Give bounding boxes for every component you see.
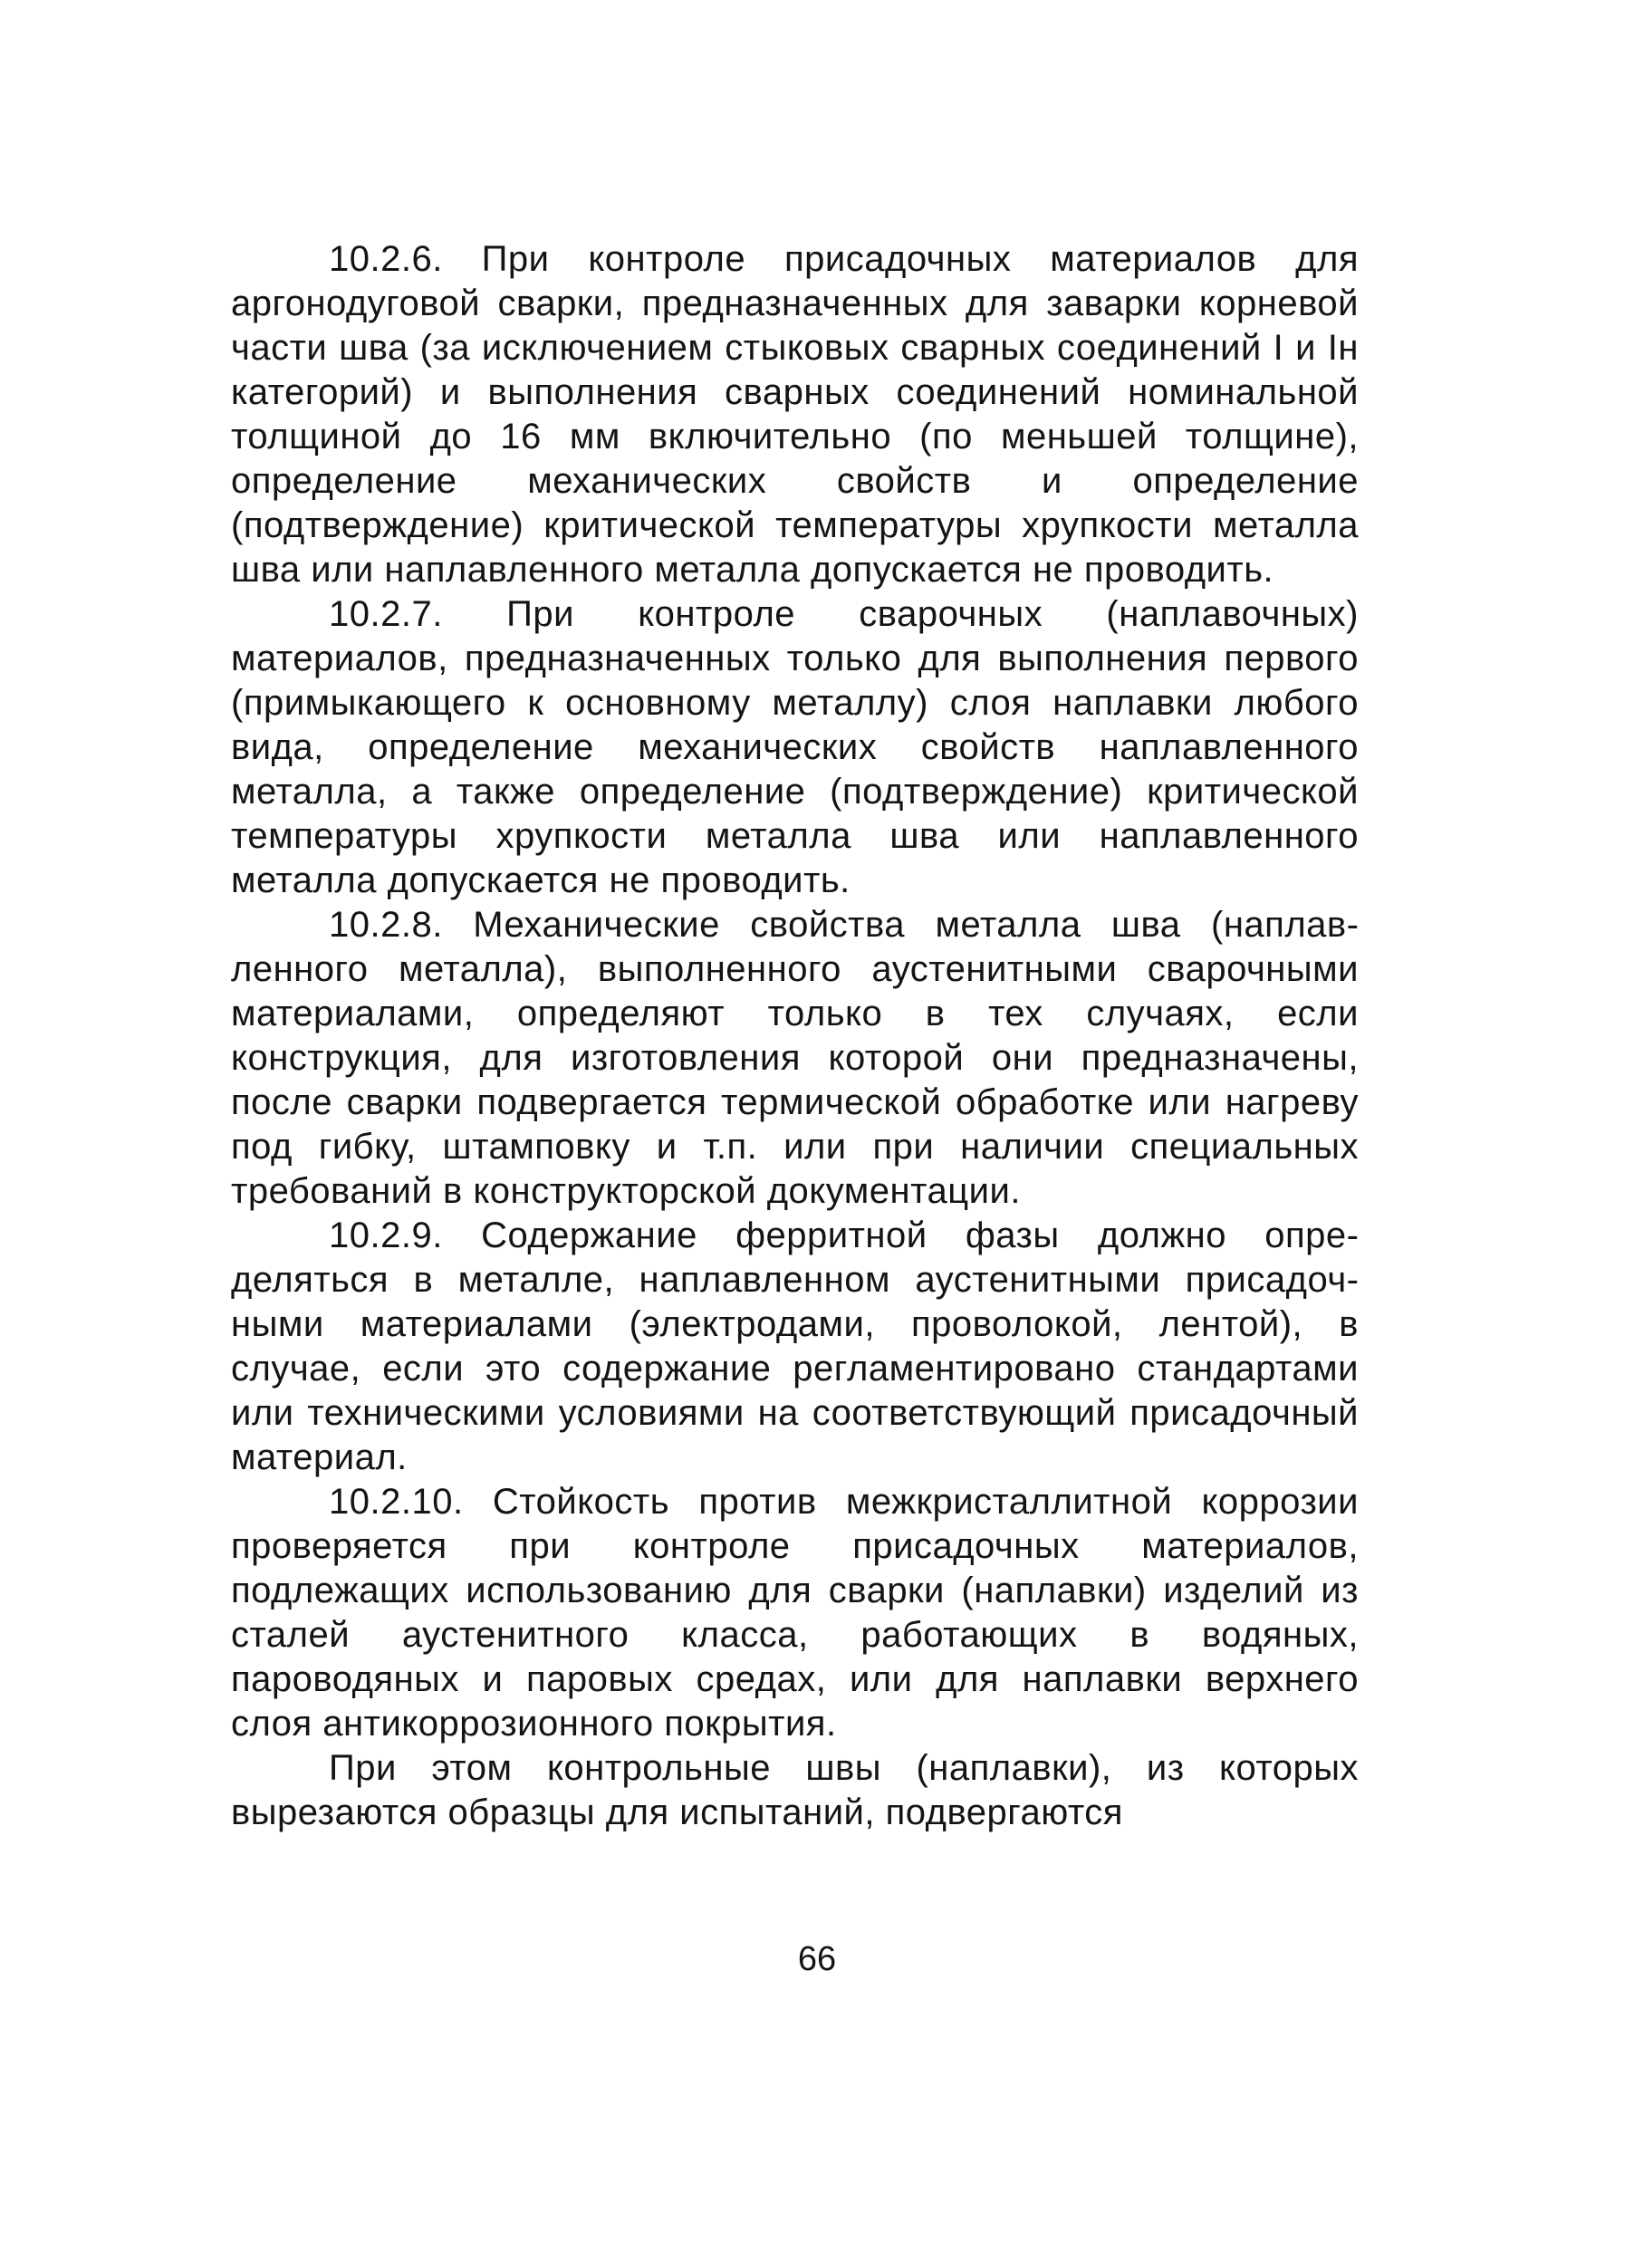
paragraph-10-2-6: 10.2.6. При контроле присадочных материалов для аргонодуговой сварки, предназначенных для заварки корневой части шва (за исключением стыковых сварных соединений I и Iн категорий) и выполнения сварных соединений номинальной толщиной до 16 мм включительно (по меньшей толщине), определение механических свойств и определение (подтверждение) критической температуры хрупкости металла шва или наплавленного металла допускается не проводить. <box>231 239 1359 590</box>
body-text <box>231 237 1359 1835</box>
paragraph-10-2-7: 10.2.7. При контроле сварочных (наплавочных) материалов, предназначенных только для выполнения первого (примыкающего к основному металлу) слоя наплавки любого вида, определение механических свойств наплавленного металла, а также определение (подтверждение) критической температуры хрупкости металла шва или наплавленного металла допускается не проводить. <box>231 594 1359 900</box>
paragraph-10-2-10: 10.2.10. Стойкость против межкристаллитной коррозии проверяется при контроле присадочных материалов, подлежащих использованию для сварки (наплавки) изделий из сталей аустенитного класса, работающих в водяных, пароводяных и паровых средах, или для наплавки верхнего слоя антикоррозионного покрытия. <box>231 1482 1359 1744</box>
paragraph-continuation: При этом контрольные швы (наплавки), из которых вырезаются образцы для испытаний, подвергаются <box>231 1748 1359 1832</box>
page-number: 66 <box>797 1940 837 1978</box>
paragraph-10-2-8: 10.2.8. Механические свойства металла шва (наплавленного металла), выполненного аустенитными сварочными материалами, определяют только в тех случаях, если конструкция, для изготовления которой они предназначены, после сварки подвергается термической обработке или нагреву под гибку, штамповку и т.п. или при наличии специальных требований в конструкторской документации. <box>231 905 1359 1211</box>
paragraph-10-2-9: 10.2.9. Содержание ферритной фазы должно определяться в металле, наплавленном аустенитными присадочными материалами (электродами, проволокой, лентой), в случае, если это содержание регламентировано стандартами или техническими условиями на соответствующий присадочный материал. <box>231 1216 1359 1477</box>
